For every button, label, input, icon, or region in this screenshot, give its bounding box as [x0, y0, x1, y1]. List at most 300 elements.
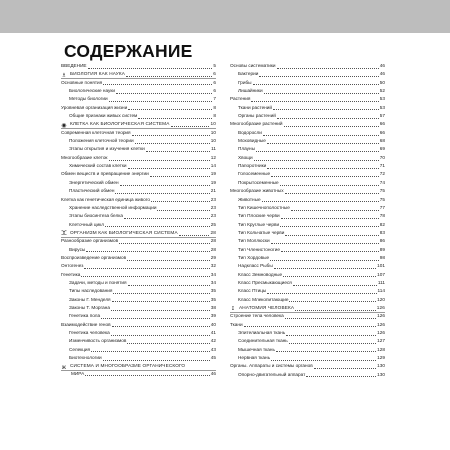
toc-page-number: 74 — [379, 179, 385, 185]
toc-page-number: 14 — [210, 163, 216, 169]
toc-entry-title: Воспроизведение организмов — [61, 254, 127, 260]
toc-page-number: 28 — [210, 246, 216, 252]
toc-entry — [230, 279, 385, 287]
dot-leader — [86, 251, 209, 252]
toc-entry-title: Генетика — [61, 271, 81, 277]
toc-entry-title: БИОЛОГИЯ КАК НАУКА — [70, 71, 126, 77]
toc-entry-title: Тип Хордовые — [238, 254, 270, 260]
toc-entry — [230, 312, 385, 320]
dot-leader — [270, 260, 379, 261]
toc-entry-title: Мышечная ткань — [238, 346, 275, 352]
toc-entry — [230, 70, 385, 78]
toc-entry-title: Основы систематики — [230, 63, 276, 68]
toc-entry-title: Надкласс Рыбы — [238, 263, 273, 269]
toc-entry — [230, 229, 385, 237]
top-gray-band — [0, 0, 450, 33]
toc-entry — [61, 287, 216, 295]
toc-page-number: 126 — [377, 321, 385, 327]
toc-entry-title: Вирусы — [69, 246, 86, 252]
dot-leader — [128, 168, 210, 169]
dot-leader — [314, 368, 376, 369]
toc-entry-title: Строение тела человека — [230, 313, 284, 319]
toc-entry — [61, 187, 216, 195]
toc-entry — [230, 237, 385, 245]
toc-page-number: 107 — [377, 271, 385, 277]
dot-leader — [112, 326, 210, 327]
toc-page-number: 129 — [377, 355, 385, 361]
dot-leader — [85, 375, 210, 376]
toc-page-number: 34 — [210, 271, 216, 277]
toc-entry-title: Тип Плоские черви — [238, 213, 280, 219]
toc-page-number: 127 — [377, 338, 385, 344]
toc-entry-title: Клетка как генетическая единица живого — [61, 196, 150, 202]
dot-leader — [284, 126, 379, 127]
toc-entry — [61, 112, 216, 120]
toc-entry — [230, 271, 385, 279]
toc-entry — [230, 262, 385, 270]
toc-page-number: 41 — [210, 330, 216, 335]
toc-right-column — [230, 62, 385, 379]
toc-page-number: 89 — [379, 246, 385, 252]
dot-leader — [291, 210, 379, 211]
toc-entry — [230, 287, 385, 295]
toc-entry — [61, 354, 216, 362]
toc-entry-title: Тип Кольчатые черви — [238, 229, 285, 235]
dot-leader — [293, 285, 377, 286]
toc-page-number: 69 — [379, 146, 385, 152]
dna-icon: ♗ — [61, 72, 67, 79]
toc-entry-title: Биотехнологии — [69, 355, 102, 361]
toc-page-number: 23 — [210, 204, 216, 210]
toc-entry-title: Плауны — [238, 146, 255, 152]
toc-entry — [61, 337, 216, 345]
toc-entry-title: Изменчивость организмов — [69, 338, 127, 344]
chromosome-icon: ⵋ — [61, 231, 67, 238]
toc-entry — [61, 162, 216, 170]
toc-page-number: 111 — [377, 279, 385, 285]
toc-page-number: 126 — [377, 313, 385, 319]
toc-entry — [61, 170, 216, 178]
toc-entry — [230, 204, 385, 212]
toc-entry — [230, 329, 385, 337]
dot-leader — [263, 135, 379, 136]
dot-leader — [138, 118, 212, 119]
toc-page-number: 40 — [210, 321, 216, 327]
toc-page-number: 45 — [210, 355, 216, 361]
toc-entry — [230, 221, 385, 229]
dot-leader — [262, 201, 379, 202]
toc-page-number: 11 — [211, 146, 216, 152]
toc-entry-title: Опорно-двигательный аппарат — [238, 371, 306, 377]
toc-entry-title: Хранение наследственной информации — [69, 204, 157, 210]
toc-page-number: 6 — [213, 71, 216, 77]
toc-entry-title: Обмен веществ и превращение энергии — [61, 171, 149, 177]
toc-page-number: 120 — [377, 296, 385, 302]
toc-page-number: 8 — [213, 104, 216, 110]
toc-page-number: 130 — [377, 363, 385, 369]
dot-leader — [271, 243, 379, 244]
toc-entry-title: Основные понятия — [61, 79, 103, 85]
toc-entry — [61, 279, 216, 287]
toc-entry-title: Класс Млекопитающие — [238, 296, 289, 302]
toc-page-number: 34 — [210, 279, 216, 285]
toc-entry-title: Многообразие животных — [230, 188, 284, 194]
toc-entry — [61, 254, 216, 262]
toc-entry-title: Законы Т. Моргана — [69, 304, 110, 310]
toc-entry-title: Тип Моллюски — [238, 238, 270, 244]
toc-entry-title: Класс Земноводные — [238, 271, 283, 277]
toc-page-number: 68 — [379, 138, 385, 144]
dot-leader — [289, 301, 376, 302]
toc-section-heading — [230, 304, 385, 312]
toc-page-number: 23 — [210, 213, 216, 219]
toc-entry-title: Положения клеточной теории — [69, 138, 134, 144]
toc-page-number: 32 — [210, 263, 216, 269]
toc-page-number: 75 — [379, 188, 385, 194]
toc-entry — [61, 137, 216, 145]
toc-entry-title: Животные — [238, 196, 261, 202]
toc-page-number: 23 — [210, 196, 216, 202]
dot-leader — [124, 218, 210, 219]
toc-entry — [61, 104, 216, 112]
dot-leader — [111, 335, 210, 336]
toc-entry-title: Разнообразие организмов — [61, 238, 119, 244]
dot-leader — [281, 251, 379, 252]
dot-leader — [280, 185, 379, 186]
toc-entry — [230, 129, 385, 137]
toc-entry — [230, 246, 385, 254]
toc-entry-title: МИРА — [71, 370, 85, 376]
toc-page-number: 8 — [213, 113, 216, 119]
dot-leader — [271, 360, 376, 361]
toc-entry-title: Ткани растений — [238, 104, 273, 110]
toc-page-number: 19 — [210, 179, 216, 185]
dot-leader — [113, 293, 209, 294]
dot-leader — [277, 68, 379, 69]
toc-entry — [61, 312, 216, 320]
toc-page-number: 126 — [377, 330, 385, 335]
dot-leader — [81, 276, 209, 277]
toc-entry — [61, 129, 216, 137]
toc-page-number: 39 — [210, 313, 216, 319]
toc-entry-title: АНАТОМИЯ ЧЕЛОВЕКА — [239, 304, 295, 310]
toc-entry-title: Покрытосеменные — [238, 179, 279, 185]
toc-entry-title: Этапы открытия и изучения клетки — [69, 146, 145, 152]
dot-leader — [283, 276, 376, 277]
toc-entry — [230, 154, 385, 162]
toc-page-number: 114 — [377, 288, 385, 294]
dot-leader — [289, 343, 376, 344]
toc-page-number: 43 — [210, 346, 216, 352]
dot-leader — [285, 318, 376, 319]
toc-entry — [61, 204, 216, 212]
toc-entry — [230, 95, 385, 103]
toc-entry-title: Взаимодействие генов — [61, 321, 111, 327]
toc-page-number: 35 — [210, 288, 216, 294]
toc-page-number: 38 — [210, 304, 216, 310]
toc-entry-title: Моховидные — [238, 138, 266, 144]
dot-leader — [179, 235, 210, 236]
toc-entry-title: СИСТЕМА И МНОГООБРАЗИЕ ОРГАНИЧЕСКОГО — [70, 363, 186, 369]
toc-entry — [230, 120, 385, 128]
dot-leader — [132, 135, 210, 136]
toc-entry — [61, 154, 216, 162]
dot-leader — [264, 93, 379, 94]
toc-entry — [61, 221, 216, 229]
toc-entry — [61, 371, 216, 377]
toc-page-number: 128 — [377, 346, 385, 352]
toc-entry-title: Многообразие растений — [230, 121, 283, 127]
toc-entry-title: ВВЕДЕНИЕ — [61, 63, 87, 68]
toc-page-number: 126 — [376, 304, 385, 310]
toc-entry-title: Клеточный цикл — [69, 221, 104, 227]
toc-page-number: 98 — [379, 254, 385, 260]
toc-page-number: 42 — [210, 338, 216, 344]
toc-entry-title: Энергетический обмен — [69, 179, 119, 185]
toc-entry — [61, 246, 216, 254]
dot-leader — [281, 218, 379, 219]
toc-section-heading — [61, 362, 216, 370]
toc-entry-title: Органы. Аппараты и системы органов — [230, 363, 313, 369]
toc-page-number: 12 — [210, 154, 216, 160]
toc-entry-title: Этапы биосинтеза белка — [69, 213, 123, 219]
toc-page-number: 6 — [213, 79, 216, 85]
toc-page-number: 71 — [379, 163, 385, 169]
toc-entry-title: Генетика человека — [69, 330, 110, 335]
toc-entry — [230, 254, 385, 262]
toc-entry-title: Растения — [230, 96, 251, 102]
toc-page-number: 82 — [379, 221, 385, 227]
toc-entry — [230, 112, 385, 120]
toc-entry-title: Голосеменные — [238, 171, 271, 177]
toc-entry-title: Водоросли — [238, 129, 262, 135]
toc-section-heading — [61, 120, 216, 128]
dot-leader — [112, 301, 210, 302]
toc-entry-title: Тип Членистоногие — [238, 246, 280, 252]
toc-entry-title: Соединительная ткань — [238, 338, 288, 344]
toc-entry-title: Селекция — [69, 346, 91, 352]
dot-leader — [280, 226, 379, 227]
toc-page-number: 83 — [379, 229, 385, 235]
dot-leader — [105, 226, 210, 227]
toc-page-number: 29 — [210, 254, 216, 260]
toc-entry-title: Бактерии — [238, 71, 259, 77]
toc-entry — [61, 212, 216, 220]
toc-entry — [230, 296, 385, 304]
toc-entry-title: ОРГАНИЗМ КАК БИОЛОГИЧЕСКАЯ СИСТЕМА — [70, 229, 178, 235]
toc-entry — [61, 87, 216, 95]
dot-leader — [84, 268, 209, 269]
toc-section-heading — [61, 70, 216, 78]
dot-leader — [128, 285, 210, 286]
toc-entry — [230, 362, 385, 370]
dot-leader — [253, 84, 379, 85]
dot-leader — [306, 376, 376, 377]
toc-entry-title: Общие признаки живых систем — [69, 113, 138, 119]
toc-entry — [230, 145, 385, 153]
toc-entry — [61, 329, 216, 337]
toc-page-number: 72 — [379, 171, 385, 177]
butterfly-icon: ж — [61, 364, 67, 371]
toc-page-number: 35 — [210, 296, 216, 302]
toc-entry — [61, 196, 216, 204]
toc-page-number: 5 — [213, 63, 216, 68]
toc-entry — [61, 321, 216, 329]
dot-leader — [128, 109, 212, 110]
dot-leader — [285, 193, 379, 194]
toc-entry-title: Эпителиальная ткань — [238, 330, 286, 335]
toc-entry-title: Многообразие клеток — [61, 154, 108, 160]
toc-entry-title: Грибы — [238, 79, 252, 85]
toc-page-number: 66 — [379, 121, 385, 127]
toc-left-column — [61, 62, 216, 377]
toc-page-number: 66 — [379, 129, 385, 135]
toc-entry-title: Органы растений — [238, 113, 276, 119]
toc-entry — [230, 346, 385, 354]
dot-leader — [146, 151, 210, 152]
dot-leader — [103, 360, 210, 361]
toc-page-number: 28 — [210, 238, 216, 244]
human-figure-icon: ɪ — [231, 306, 235, 313]
toc-entry — [230, 137, 385, 145]
dot-leader — [273, 109, 379, 110]
toc-entry — [61, 271, 216, 279]
toc-entry-title: Тип Кишечнополостные — [238, 204, 290, 210]
toc-page-number: 57 — [379, 113, 385, 119]
toc-entry — [61, 346, 216, 354]
toc-entry-title: Папоротники — [238, 163, 267, 169]
toc-entry-title: Лишайники — [238, 88, 263, 94]
toc-entry — [230, 337, 385, 345]
toc-entry — [61, 296, 216, 304]
toc-entry — [230, 212, 385, 220]
dot-leader — [295, 310, 376, 311]
toc-page-number: 50 — [379, 79, 385, 85]
toc-entry — [230, 187, 385, 195]
toc-entry-title: Хвощи — [238, 154, 253, 160]
toc-entry-title: Типы наследования — [69, 288, 113, 294]
toc-entry-title: Тип Круглые черви — [238, 221, 280, 227]
toc-entry — [230, 79, 385, 87]
toc-entry-title: КЛЕТКА КАК БИОЛОГИЧЕСКАЯ СИСТЕМА — [70, 121, 170, 127]
toc-page-number: 78 — [379, 213, 385, 219]
dot-leader — [120, 185, 210, 186]
toc-page-number: 46 — [379, 71, 385, 77]
toc-page-number: 53 — [379, 96, 385, 102]
toc-page-number: 28 — [210, 229, 216, 235]
toc-page-number: 6 — [213, 88, 216, 94]
toc-entry-title: Биологические науки — [69, 88, 116, 94]
toc-page-number: 7 — [213, 96, 216, 102]
dot-leader — [276, 351, 376, 352]
dot-leader — [115, 193, 209, 194]
dot-leader — [267, 143, 379, 144]
dot-leader — [109, 160, 210, 161]
toc-page-number: 10 — [210, 121, 216, 127]
toc-entry-title: Класс Птицы — [238, 288, 267, 294]
toc-entry — [230, 371, 385, 379]
dot-leader — [244, 326, 377, 327]
toc-entry-title: Методы биологии — [69, 96, 108, 102]
toc-entry-title: Задачи, методы и понятия — [69, 279, 127, 285]
toc-entry-title: Химический состав клетки — [69, 163, 127, 169]
dot-leader — [256, 151, 379, 152]
page-title: СОДЕРЖАНИЕ — [64, 41, 193, 61]
toc-entry-title: Уровневая организация жизни — [61, 104, 128, 110]
toc-entry-title: Современная клеточная теория — [61, 129, 131, 135]
dot-leader — [267, 293, 376, 294]
toc-entry — [230, 87, 385, 95]
dot-leader — [157, 210, 209, 211]
dot-leader — [171, 126, 210, 127]
toc-entry-title: Ткани — [230, 321, 243, 327]
toc-page-number: 10 — [210, 129, 216, 135]
toc-page-number: 130 — [377, 371, 385, 377]
dot-leader — [135, 143, 210, 144]
toc-page-number: 46 — [210, 370, 216, 376]
dot-leader — [286, 335, 376, 336]
toc-entry-title: Генетика пола — [69, 313, 101, 319]
toc-page-number: 25 — [210, 221, 216, 227]
dot-leader — [126, 76, 212, 77]
dot-leader — [109, 101, 213, 102]
toc-section-heading — [61, 229, 216, 237]
dot-leader — [127, 260, 210, 261]
dot-leader — [271, 176, 379, 177]
dot-leader — [277, 118, 379, 119]
toc-page-number: 77 — [379, 204, 385, 210]
dot-leader — [150, 176, 210, 177]
toc-entry-title: Нервная ткань — [238, 355, 271, 361]
dot-leader — [111, 310, 210, 311]
dot-leader — [251, 101, 378, 102]
toc-entry — [61, 237, 216, 245]
toc-entry — [230, 354, 385, 362]
toc-entry — [61, 95, 216, 103]
toc-page-number: 21 — [210, 188, 216, 194]
toc-entry — [230, 62, 385, 70]
toc-page-number: 46 — [379, 63, 385, 68]
dot-leader — [267, 168, 379, 169]
dot-leader — [151, 201, 210, 202]
toc-entry — [230, 170, 385, 178]
cell-icon: ◉ — [61, 122, 67, 129]
toc-page-number: 101 — [377, 263, 385, 269]
toc-entry — [230, 179, 385, 187]
toc-entry-title: Пластический обмен — [69, 188, 115, 194]
dot-leader — [285, 235, 378, 236]
toc-entry-title: Онтогенез — [61, 263, 84, 269]
dot-leader — [254, 160, 379, 161]
dot-leader — [101, 318, 210, 319]
toc-page-number: 86 — [379, 238, 385, 244]
toc-entry — [230, 196, 385, 204]
toc-entry — [61, 79, 216, 87]
toc-entry — [61, 179, 216, 187]
toc-entry — [61, 145, 216, 153]
toc-entry-title: Законы Г. Менделя — [69, 296, 111, 302]
toc-entry — [230, 104, 385, 112]
dot-leader — [274, 268, 376, 269]
dot-leader — [116, 93, 212, 94]
toc-page-number: 10 — [210, 138, 216, 144]
toc-entry — [230, 162, 385, 170]
dot-leader — [259, 76, 378, 77]
dot-leader — [88, 68, 213, 69]
toc-page-number: 52 — [379, 88, 385, 94]
toc-entry — [61, 262, 216, 270]
toc-entry — [61, 62, 216, 70]
